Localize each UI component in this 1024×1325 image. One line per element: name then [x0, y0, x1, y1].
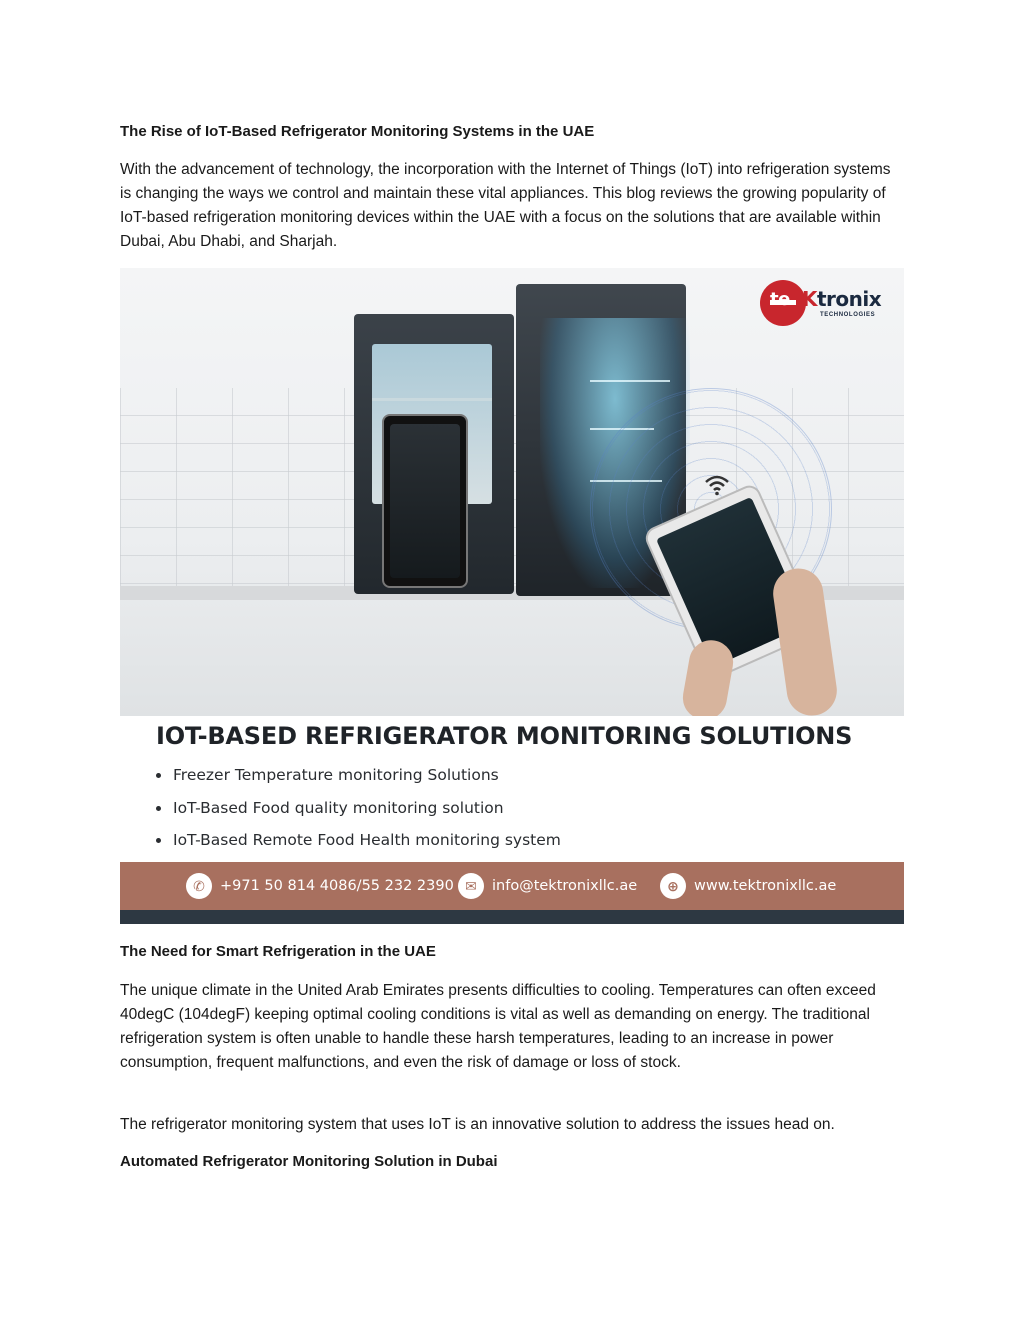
intro-paragraph: With the advancement of technology, the incorporation with the Internet of Things (IoT) into refrigeration systems is changing the ways we control and maintain these vital appliances. This blog reviews the growing popularity of IoT-based refrigeration monitoring devices within the UAE with a focus on the solutions that are available within Dubai, Abu Dhabi, and Sharjah. [120, 161, 891, 250]
phone-text: +971 50 814 4086/55 232 2390 [220, 878, 454, 894]
bullet-item: IoT-Based Remote Food Health monitoring system [156, 829, 561, 862]
section-heading-smart-refrigeration: The Need for Smart Refrigeration in the UAE [120, 943, 436, 960]
website-text: www.tektronixllc.ae [694, 878, 837, 894]
contact-bar [120, 862, 904, 910]
bullet-item: IoT-Based Food quality monitoring solution [156, 797, 561, 830]
hologram-line [590, 380, 670, 382]
bullet-item: Freezer Temperature monitoring Solutions [156, 764, 561, 797]
contact-phone [186, 872, 454, 900]
section2-paragraph-2: The refrigerator monitoring system that uses IoT is an innovative solution to address the issues head on. [120, 1116, 835, 1133]
banner-bullet-list [156, 764, 561, 862]
contact-website [660, 872, 836, 900]
email-icon: ✉ [458, 873, 484, 899]
contact-email [458, 872, 637, 900]
logo-subtitle: TECHNOLOGIES [820, 312, 876, 318]
article-title: The Rise of IoT-Based Refrigerator Monitoring Systems in the UAE [120, 123, 595, 140]
fridge-touchscreen [382, 414, 468, 588]
fridge-shelf [372, 398, 492, 401]
tektronix-logo [760, 280, 886, 326]
section2-paragraph-1: The unique climate in the United Arab Emirates presents difficulties to cooling. Temperatures can often exceed 40degC (104degF) keeping optimal cooling conditions is vital as well as demanding on energy. The traditional refrigeration system is often unable to handle these harsh temperatures, leading to an increase in power consumption, frequent malfunctions, and even the risk of damage or loss of stock. [120, 982, 876, 1071]
globe-icon: ⊕ [660, 873, 686, 899]
logo-wordmark: te Ktronix [770, 287, 882, 311]
promo-banner-image [120, 268, 904, 924]
section-heading-automated-monitoring: Automated Refrigerator Monitoring Solution in Dubai [120, 1153, 498, 1170]
banner-heading: IOT-BASED REFRIGERATOR MONITORING SOLUTIONS [156, 722, 853, 750]
banner-bottom-strip [120, 910, 904, 924]
email-text: info@tektronixllc.ae [492, 878, 638, 894]
phone-icon: ✆ [186, 873, 212, 899]
wifi-icon [704, 474, 730, 496]
